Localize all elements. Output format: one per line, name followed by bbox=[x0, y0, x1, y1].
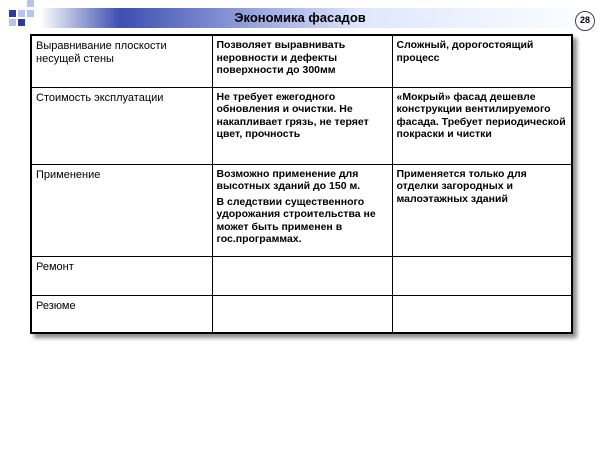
table-cell bbox=[212, 256, 392, 295]
table-cell bbox=[392, 256, 572, 295]
row-label-cell: Резюме bbox=[31, 295, 212, 333]
table-row bbox=[31, 256, 572, 295]
page-number-badge: 28 bbox=[575, 11, 595, 31]
table-cell: Не требует ежегодного обновления и очистки. Не накапливает грязь, не теряет цвет, прочность bbox=[212, 87, 392, 164]
table-cell: Применяется только для отделки загородных и малоэтажных зданий bbox=[392, 164, 572, 256]
table-row bbox=[31, 35, 572, 87]
table-cell bbox=[392, 295, 572, 333]
table-row bbox=[31, 164, 572, 256]
row-label-cell: Ремонт bbox=[31, 256, 212, 295]
deco-square-icon bbox=[27, 0, 34, 7]
table-row bbox=[31, 87, 572, 164]
slide-title: Экономика фасадов bbox=[234, 10, 366, 25]
table-cell: «Мокрый» фасад дешевле конструкции вентилируемого фасада. Требует периодической покраски и чистки bbox=[392, 87, 572, 164]
table-cell: Сложный, дорогостоящий процесс bbox=[392, 35, 572, 87]
row-label-cell: Выравнивание плоскости несущей стены bbox=[31, 35, 212, 87]
row-label-cell: Стоимость эксплуатации bbox=[31, 87, 212, 164]
table-cell: Позволяет выравнивать неровности и дефекты поверхности до 300мм bbox=[212, 35, 392, 87]
facade-economics-table bbox=[30, 34, 573, 334]
table-cell: Возможно применение для высотных зданий до 150 м. В следствии существенного удорожания строительства не может быть применен в гос.программах. bbox=[212, 164, 392, 256]
table-cell bbox=[212, 295, 392, 333]
row-label-cell: Применение bbox=[31, 164, 212, 256]
table-row bbox=[31, 295, 572, 333]
